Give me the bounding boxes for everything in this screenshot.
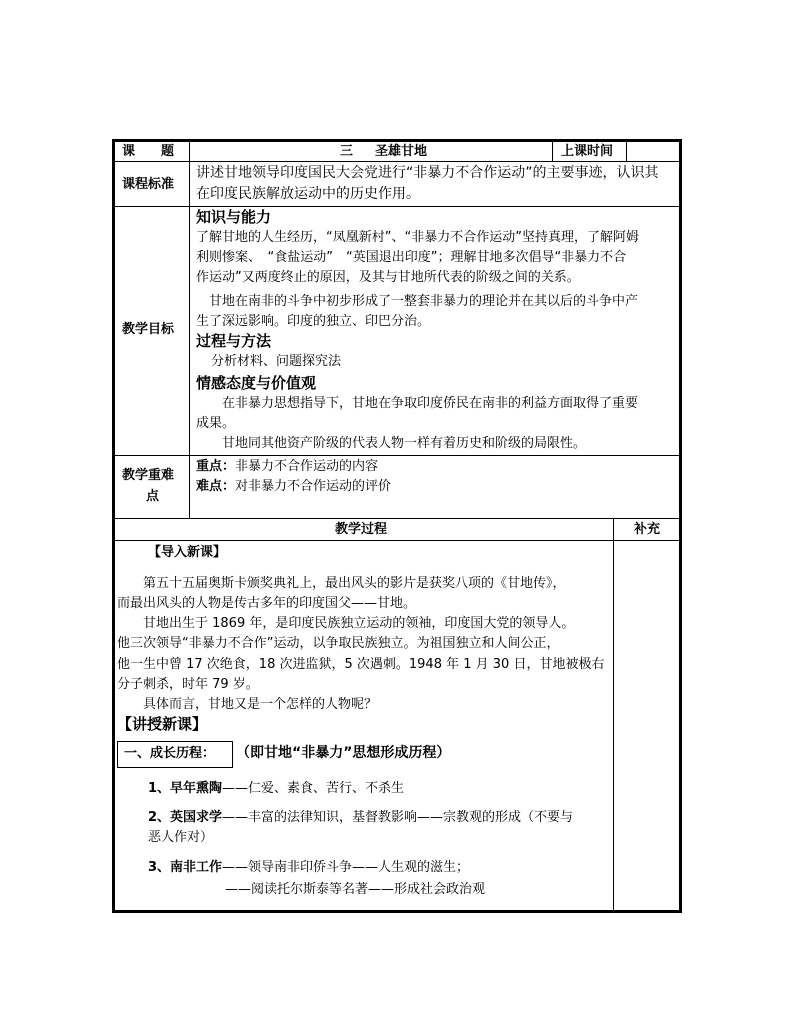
table-border-left bbox=[112, 139, 115, 913]
col-divider-time bbox=[626, 139, 627, 162]
growth-item-2-cont: 恶人作对） bbox=[148, 830, 214, 845]
goal-heading-attitude: 情感态度与价值观 bbox=[196, 374, 317, 392]
table-border-bottom bbox=[112, 910, 682, 913]
topic-title: 圣雄甘地 bbox=[375, 144, 428, 159]
growth-item-3 bbox=[148, 858, 469, 878]
goals-label: 教学目标 bbox=[122, 322, 175, 337]
goal-line: 成果。 bbox=[196, 416, 236, 431]
growth-item-1 bbox=[148, 779, 404, 799]
intro-line: 第五十五届奥斯卡颁奖典礼上，最出风头的影片是获奖八项的《甘地传》， bbox=[117, 576, 566, 591]
goal-heading-process: 过程与方法 bbox=[196, 332, 272, 350]
goal-line: 甘地同其他资产阶级的代表人物一样有着历史和阶级的局限性。 bbox=[196, 436, 587, 451]
growth-item-label: 2、英国求学 bbox=[148, 810, 223, 825]
row-divider bbox=[112, 518, 682, 519]
teach-title: 【讲授新课】 bbox=[117, 715, 208, 733]
growth-item-text: ——领导南非印侨斗争——人生观的滋生； bbox=[222, 860, 470, 875]
key-point-label: 重点： bbox=[196, 459, 236, 474]
difficult-point bbox=[196, 477, 391, 497]
keypoints-label: 教学重难 bbox=[122, 468, 175, 483]
goal-line: 生了深远影响。印度的独立、印巴分治。 bbox=[196, 314, 431, 329]
growth-item-label: 1、早年熏陶 bbox=[148, 781, 223, 796]
growth-item-text: ——仁爱、素食、苦行、不杀生 bbox=[222, 781, 405, 796]
intro-line: 甘地出生于 1869 年，是印度民族独立运动的领袖，印度国大党的领导人。 bbox=[117, 616, 575, 631]
topic-number: 三 bbox=[340, 144, 354, 159]
intro-line: 他三次领导“非暴力不合作”运动，以争取民族独立。为祖国独立和人间公正， bbox=[117, 636, 560, 651]
standard-line: 在印度民族解放运动中的历史作用。 bbox=[196, 186, 420, 202]
section1-note: （即甘地“非暴力”思想形成历程） bbox=[236, 745, 451, 761]
goal-line: 甘地在南非的斗争中初步形成了一整套非暴力的理论并在其以后的斗争中产 bbox=[196, 294, 639, 309]
supplement-header: 补充 bbox=[634, 522, 661, 537]
growth-item-3-cont: ——阅读托尔斯泰等名著——形成社会政治观 bbox=[225, 882, 486, 897]
difficult-point-text: 对非暴力不合作运动的评价 bbox=[235, 479, 392, 494]
section1-title: 一、成长历程： bbox=[124, 746, 216, 761]
col-divider-time bbox=[552, 139, 553, 162]
difficult-point-label: 难点： bbox=[196, 479, 236, 494]
intro-line: 而最出风头的人物是传古多年的印度国父——甘地。 bbox=[117, 596, 417, 611]
table-border-right bbox=[679, 139, 682, 913]
topic-label: 课 题 bbox=[122, 144, 175, 159]
keypoints-label: 点 bbox=[146, 489, 160, 504]
key-point bbox=[196, 457, 378, 477]
process-header: 教学过程 bbox=[335, 522, 388, 537]
row-divider bbox=[112, 540, 682, 541]
intro-line: 他一生中曾 17 次绝食，18 次进监狱，5 次遇刺。1948 年 1 月 30 日，甘地被极右 bbox=[117, 657, 605, 672]
growth-item-label: 3、南非工作 bbox=[148, 860, 223, 875]
intro-title: 【导入新课】 bbox=[148, 545, 227, 560]
intro-line: 分子刺杀，时年 79 岁。 bbox=[117, 677, 259, 692]
standard-label: 课程标准 bbox=[122, 177, 175, 192]
goal-heading-knowledge: 知识与能力 bbox=[196, 208, 272, 226]
col-divider-supplement bbox=[613, 518, 614, 912]
goal-line: 利则惨案、 “食盐运动” “英国退出印度”；理解甘地多次倡导“非暴力不合 bbox=[196, 250, 627, 265]
key-point-text: 非暴力不合作运动的内容 bbox=[235, 459, 379, 474]
growth-item-2 bbox=[148, 808, 573, 828]
intro-line: 具体而言，甘地又是一个怎样的人物呢？ bbox=[117, 697, 378, 712]
goal-line: 了解甘地的人生经历，“凤凰新村”、“非暴力不合作运动”坚持真理，了解阿姆 bbox=[196, 230, 639, 245]
goal-line: 作运动”又两度终止的原因，及其与甘地所代表的阶级之间的关系。 bbox=[196, 270, 580, 285]
col-divider-label bbox=[189, 139, 190, 519]
goal-line: 分析材料、问题探究法 bbox=[211, 354, 342, 369]
goal-line: 在非暴力思想指导下，甘地在争取印度侨民在南非的利益方面取得了重要 bbox=[196, 396, 639, 411]
growth-item-text: ——丰富的法律知识，基督教影响——宗教观的形成（不要与 bbox=[222, 810, 574, 825]
row-divider bbox=[112, 455, 682, 456]
standard-line: 讲述甘地领导印度国民大会党进行“非暴力不合作运动”的主要事迹，认识其 bbox=[196, 165, 659, 181]
class-time-label: 上课时间 bbox=[561, 144, 614, 159]
section1-box bbox=[117, 741, 233, 768]
